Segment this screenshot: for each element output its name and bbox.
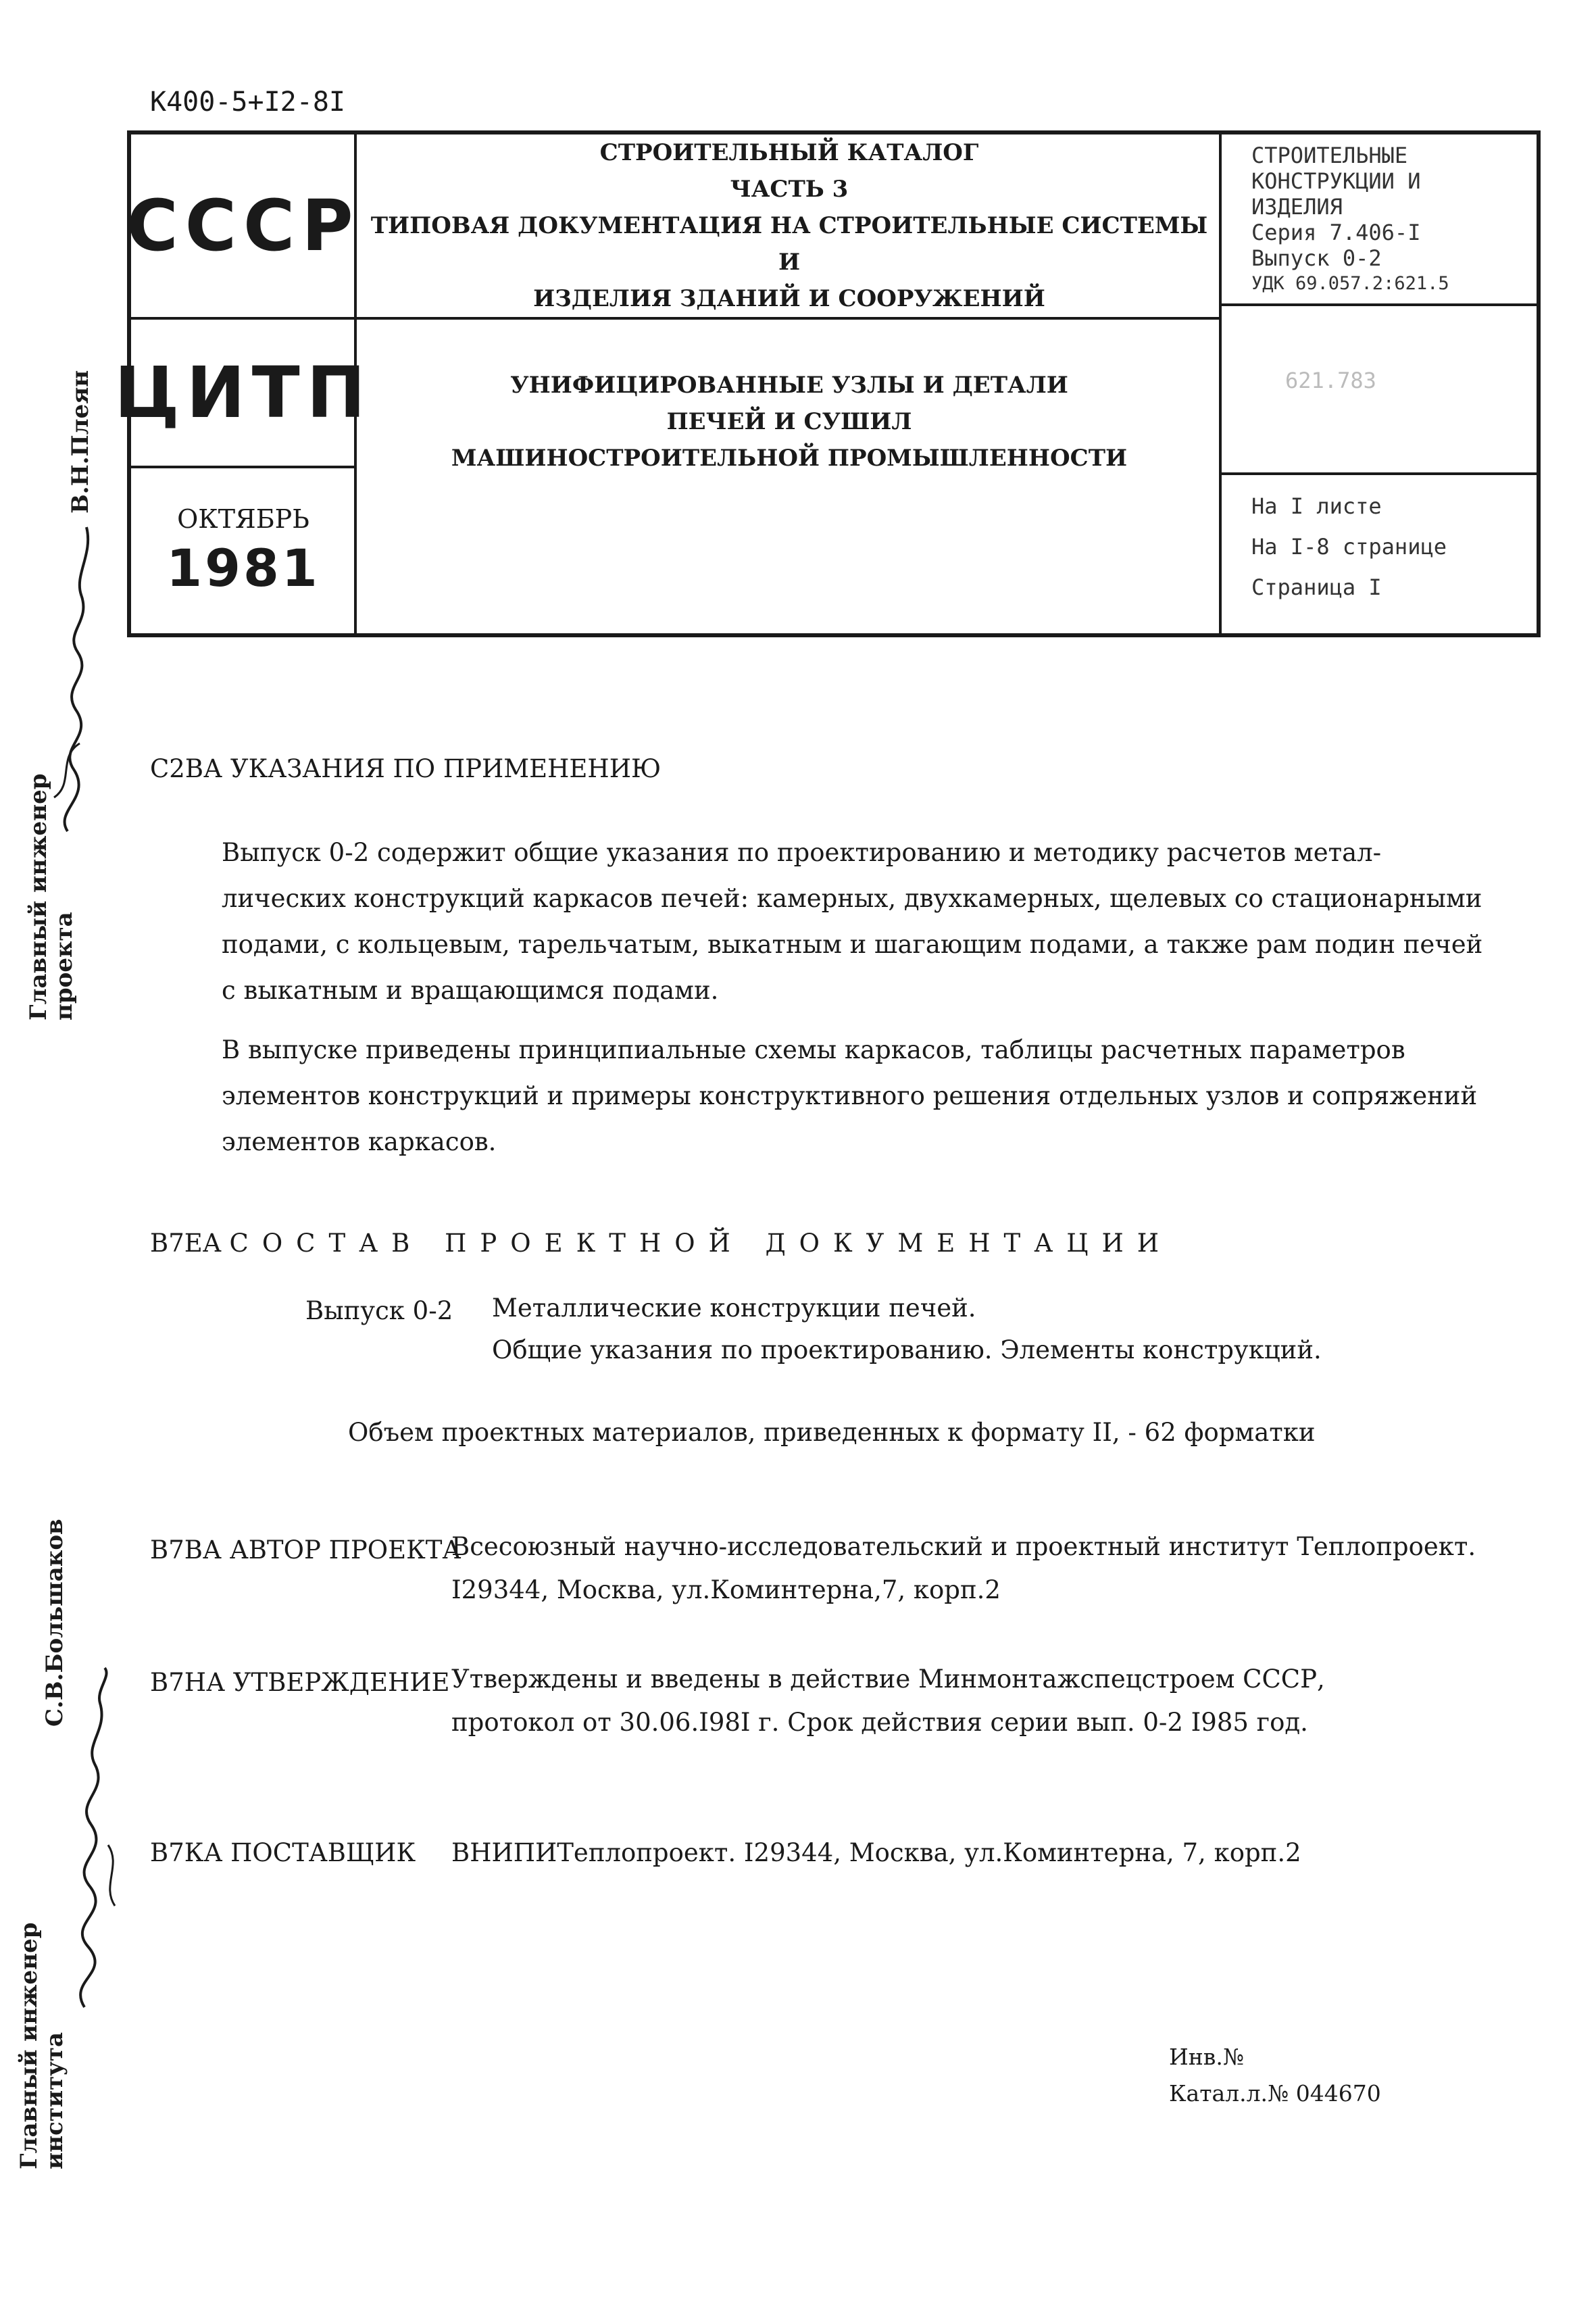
approval-heading: В7НА УТВЕРЖДЕНИЕ bbox=[150, 1668, 450, 1697]
composition-issue-label: Выпуск 0-2 bbox=[305, 1296, 453, 1325]
approval-line-1: Утверждены и введены в действие Минмонтажспецстроем СССР, bbox=[451, 1665, 1325, 1694]
usage-heading: С2ВА УКАЗАНИЯ ПО ПРИМЕНЕНИЮ bbox=[150, 754, 662, 783]
author-line-2: I29344, Москва, ул.Коминтерна,7, корп.2 bbox=[451, 1575, 1001, 1604]
inventory-number: Инв.№ bbox=[1169, 2044, 1245, 2070]
signature-top bbox=[27, 514, 101, 838]
sheet-info: На I листе На I-8 странице Страница I bbox=[1251, 493, 1447, 600]
author-heading: В7ВА АВТОР ПРОЕКТА bbox=[150, 1535, 462, 1565]
usage-p1-line-3: подами, с кольцевым, тарельчатым, выкатным и шагающим подами, а также рам подин печей bbox=[222, 930, 1483, 959]
catalog-heading: СТРОИТЕЛЬНЫЙ КАТАЛОГ ЧАСТЬ 3 ТИПОВАЯ ДОКУМЕНТАЦИЯ НА СТРОИТЕЛЬНЫЕ СИСТЕМЫ И ИЗДЕЛИЯ ЗДАНИЙ И СООРУЖЕНИЙ bbox=[370, 139, 1208, 312]
document-code: К400-5+I2-8I bbox=[150, 87, 345, 118]
margin-role-bottom: Главный инженер института bbox=[16, 1922, 68, 2169]
composition-heading: В7ЕА СОСТАВ ПРОЕКТНОЙ ДОКУМЕНТАЦИИ bbox=[150, 1229, 1173, 1258]
header-frame bbox=[114, 130, 1541, 637]
catalog-sheet-number: Катал.л.№ 044670 bbox=[1169, 2080, 1381, 2107]
series-info: СТРОИТЕЛЬНЫЕ КОНСТРУКЦИИ И ИЗДЕЛИЯ Серия 7.406-I Выпуск 0-2 УДК 69.057.2:621.5 bbox=[1251, 143, 1449, 294]
usage-p1-line-2: лических конструкций каркасов печей: камерных, двухкамерных, щелевых со стационарными bbox=[222, 884, 1482, 913]
supplier-line: ВНИПИТеплопроект. I29344, Москва, ул.Коминтерна, 7, корп.2 bbox=[451, 1838, 1301, 1867]
issue-month: ОКТЯБРЬ bbox=[177, 503, 309, 534]
author-line-1: Всесоюзный научно-исследовательский и проектный институт Теплопроект. bbox=[451, 1532, 1476, 1561]
margin-name-bottom: С.В.Большаков bbox=[41, 1519, 68, 1727]
usage-p2-line-2: элементов конструкций и примеры конструктивного решения отдельных узлов и сопряжений bbox=[222, 1081, 1478, 1110]
margin-name-top: В.Н.Плеян bbox=[67, 370, 94, 514]
org-ussr: СССР bbox=[126, 184, 360, 267]
usage-p1-line-1: Выпуск 0-2 содержит общие указания по проектированию и методику расчетов метал- bbox=[222, 838, 1382, 867]
faint-code: 621.783 bbox=[1285, 368, 1376, 393]
composition-issue-line-1: Металлические конструкции печей. bbox=[492, 1294, 976, 1323]
org-citp: ЦИТП bbox=[114, 351, 372, 434]
usage-p1-line-4: с выкатным и вращающимся подами. bbox=[222, 976, 719, 1005]
document-title: УНИФИЦИРОВАННЫЕ УЗЛЫ И ДЕТАЛИ ПЕЧЕЙ И СУШИЛ МАШИНОСТРОИТЕЛЬНОЙ ПРОМЫШЛЕННОСТИ bbox=[451, 372, 1128, 472]
usage-p2-line-3: элементов каркасов. bbox=[222, 1127, 497, 1156]
composition-issue-line-2: Общие указания по проектированию. Элементы конструкций. bbox=[492, 1335, 1322, 1364]
approval-line-2: протокол от 30.06.I98I г. Срок действия серии вып. 0-2 I985 год. bbox=[451, 1708, 1308, 1737]
margin-role-top: Главный инженер проекта bbox=[25, 773, 78, 1020]
supplier-heading: В7КА ПОСТАВЩИК bbox=[150, 1838, 416, 1867]
composition-volume: Объем проектных материалов, приведенных к формату II, - 62 форматки bbox=[348, 1418, 1316, 1447]
issue-year: 1981 bbox=[166, 537, 320, 598]
usage-p2-line-1: В выпуске приведены принципиальные схемы каркасов, таблицы расчетных параметров bbox=[222, 1035, 1405, 1064]
